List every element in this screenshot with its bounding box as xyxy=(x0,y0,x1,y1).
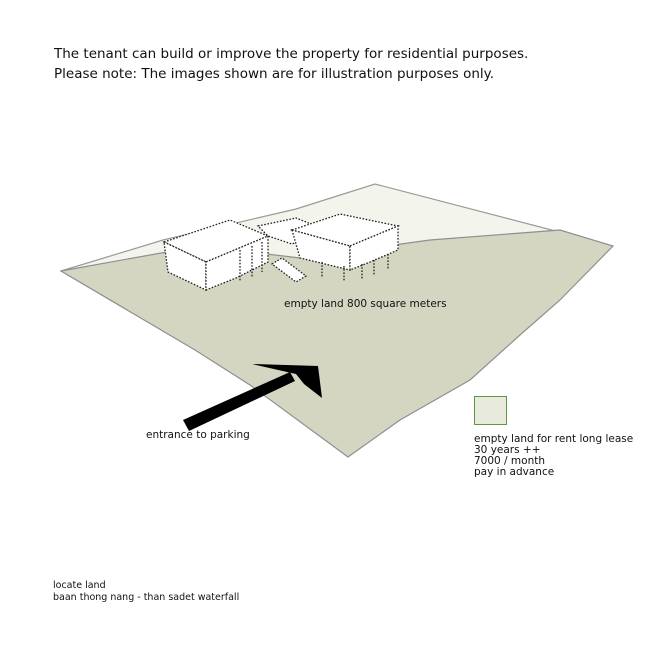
land-area-label: empty land 800 square meters xyxy=(284,298,447,310)
legend xyxy=(474,434,633,478)
location-note xyxy=(53,580,239,604)
footer-line-1: locate land xyxy=(53,580,106,591)
intro-line-1: The tenant can build or improve the property for residential purposes. xyxy=(54,46,529,62)
legend-line-4: pay in advance xyxy=(474,466,555,478)
intro-line-2: Please note: The images shown are for illustration purposes only. xyxy=(54,66,495,82)
legend-swatch xyxy=(474,396,507,425)
footer-line-2: baan thong nang - than sadet waterfall xyxy=(53,592,240,603)
legend-line-3: 7000 / month xyxy=(474,455,546,467)
entrance-label: entrance to parking xyxy=(146,429,250,441)
legend-line-2: 30 years ++ xyxy=(474,444,541,456)
legend-line-1: empty land for rent long lease xyxy=(474,433,634,445)
